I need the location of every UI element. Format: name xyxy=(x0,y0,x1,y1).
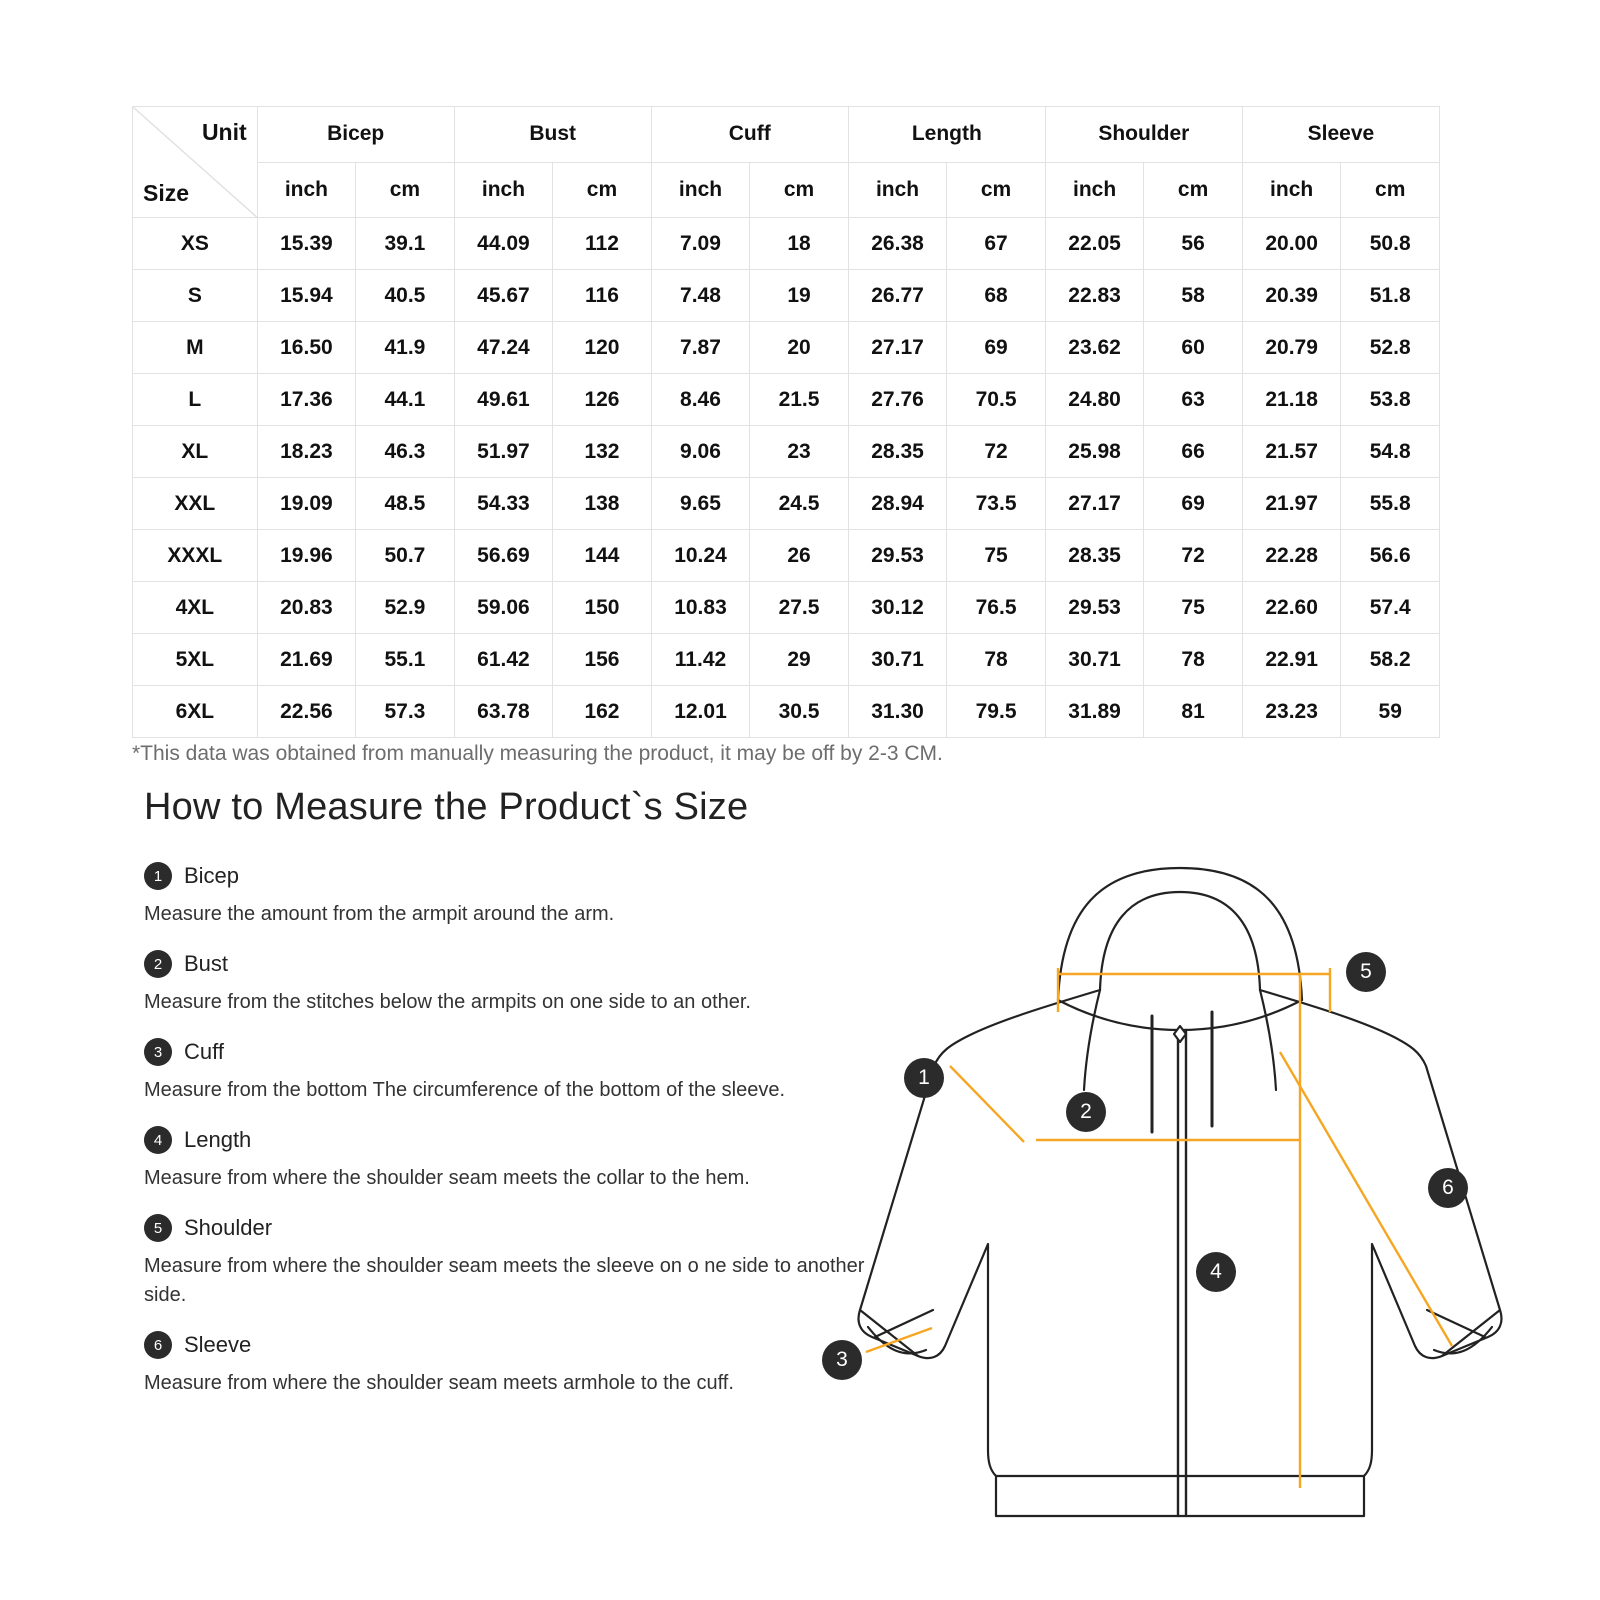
table-cell: 50.8 xyxy=(1341,218,1440,270)
table-cell: 44.09 xyxy=(454,218,553,270)
table-cell: 20.39 xyxy=(1242,270,1341,322)
table-cell: 120 xyxy=(553,322,652,374)
table-row xyxy=(133,582,1440,634)
table-cell: 10.83 xyxy=(651,582,750,634)
table-row xyxy=(133,530,1440,582)
table-cell: 10.24 xyxy=(651,530,750,582)
table-cell: 18.23 xyxy=(257,426,356,478)
table-cell: 61.42 xyxy=(454,634,553,686)
table-row xyxy=(133,686,1440,738)
step-description: Measure the amount from the armpit around the arm. xyxy=(144,903,615,925)
table-cell: 58.2 xyxy=(1341,634,1440,686)
step-number-badge: 3 xyxy=(144,1038,172,1066)
table-cell: 55.1 xyxy=(356,634,455,686)
unit-header: cm xyxy=(356,162,455,218)
table-header-units xyxy=(133,162,1440,218)
row-size-label: XXXL xyxy=(133,530,258,582)
table-cell: 75 xyxy=(1144,582,1243,634)
table-cell: 20 xyxy=(750,322,849,374)
row-size-label: 5XL xyxy=(133,634,258,686)
table-unit-label: Unit xyxy=(201,119,247,145)
table-cell: 20.79 xyxy=(1242,322,1341,374)
table-row xyxy=(133,634,1440,686)
table-cell: 22.05 xyxy=(1045,218,1144,270)
callout-cuff: 3 xyxy=(822,1340,862,1380)
column-group-length: Length xyxy=(848,107,1045,163)
table-cell: 126 xyxy=(553,374,652,426)
table-cell: 112 xyxy=(553,218,652,270)
table-cell: 30.12 xyxy=(848,582,947,634)
table-cell: 40.5 xyxy=(356,270,455,322)
table-cell: 150 xyxy=(553,582,652,634)
table-cell: 29 xyxy=(750,634,849,686)
row-size-label: S xyxy=(133,270,258,322)
table-cell: 11.42 xyxy=(651,634,750,686)
measurement-steps-list xyxy=(144,862,884,1419)
table-cell: 54.8 xyxy=(1341,426,1440,478)
table-cell: 57.3 xyxy=(356,686,455,738)
table-cell: 70.5 xyxy=(947,374,1046,426)
column-group-sleeve: Sleeve xyxy=(1242,107,1439,163)
table-cell: 41.9 xyxy=(356,322,455,374)
table-cell: 79.5 xyxy=(947,686,1046,738)
table-cell: 66 xyxy=(1144,426,1243,478)
table-cell: 72 xyxy=(947,426,1046,478)
table-cell: 55.8 xyxy=(1341,478,1440,530)
step-number-badge: 6 xyxy=(144,1331,172,1359)
table-cell: 30.5 xyxy=(750,686,849,738)
table-cell: 54.33 xyxy=(454,478,553,530)
step-title: Shoulder xyxy=(184,1215,273,1240)
unit-header: inch xyxy=(257,162,356,218)
row-size-label: 4XL xyxy=(133,582,258,634)
table-size-label: Size xyxy=(143,180,190,206)
table-cell: 27.17 xyxy=(848,322,947,374)
step-number-badge: 1 xyxy=(144,862,172,890)
table-cell: 116 xyxy=(553,270,652,322)
unit-header: inch xyxy=(651,162,750,218)
measurement-disclaimer-note: *This data was obtained from manually measuring the product, it may be off by 2-3 CM. xyxy=(132,742,943,765)
column-group-shoulder: Shoulder xyxy=(1045,107,1242,163)
step-number-badge: 2 xyxy=(144,950,172,978)
row-size-label: L xyxy=(133,374,258,426)
column-group-bust: Bust xyxy=(454,107,651,163)
unit-header: cm xyxy=(553,162,652,218)
table-cell: 162 xyxy=(553,686,652,738)
table-cell: 31.30 xyxy=(848,686,947,738)
table-row xyxy=(133,374,1440,426)
list-item xyxy=(144,1331,884,1398)
table-cell: 28.35 xyxy=(848,426,947,478)
step-description: Measure from the bottom The circumference of the bottom of the sleeve. xyxy=(144,1079,786,1101)
table-cell: 30.71 xyxy=(1045,634,1144,686)
step-description: Measure from the stitches below the armpits on one side to an other. xyxy=(144,991,751,1013)
table-cell: 12.01 xyxy=(651,686,750,738)
unit-header: inch xyxy=(848,162,947,218)
table-cell: 19.09 xyxy=(257,478,356,530)
list-item xyxy=(144,950,884,1017)
table-cell: 49.61 xyxy=(454,374,553,426)
list-item xyxy=(144,1126,884,1193)
table-cell: 22.56 xyxy=(257,686,356,738)
table-cell: 25.98 xyxy=(1045,426,1144,478)
table-cell: 78 xyxy=(1144,634,1243,686)
table-cell: 60 xyxy=(1144,322,1243,374)
row-size-label: XS xyxy=(133,218,258,270)
table-cell: 24.5 xyxy=(750,478,849,530)
table-cell: 8.46 xyxy=(651,374,750,426)
table-cell: 21.5 xyxy=(750,374,849,426)
table-cell: 138 xyxy=(553,478,652,530)
step-number-badge: 5 xyxy=(144,1214,172,1242)
table-cell: 53.8 xyxy=(1341,374,1440,426)
table-cell: 23.62 xyxy=(1045,322,1144,374)
table-cell: 19.96 xyxy=(257,530,356,582)
table-cell: 59 xyxy=(1341,686,1440,738)
step-description: Measure from where the shoulder seam meets the collar to the hem. xyxy=(144,1167,750,1189)
table-cell: 28.94 xyxy=(848,478,947,530)
table-cell: 7.48 xyxy=(651,270,750,322)
unit-header: inch xyxy=(1242,162,1341,218)
table-cell: 15.94 xyxy=(257,270,356,322)
row-size-label: 6XL xyxy=(133,686,258,738)
step-description: Measure from where the shoulder seam meets the sleeve on o ne side to another side. xyxy=(144,1255,865,1306)
table-row xyxy=(133,322,1440,374)
table-cell: 9.06 xyxy=(651,426,750,478)
unit-header: inch xyxy=(1045,162,1144,218)
unit-header: cm xyxy=(1144,162,1243,218)
table-cell: 63.78 xyxy=(454,686,553,738)
size-chart-table-wrapper xyxy=(132,106,1440,738)
table-cell: 81 xyxy=(1144,686,1243,738)
table-row xyxy=(133,270,1440,322)
table-cell: 26.77 xyxy=(848,270,947,322)
unit-header: cm xyxy=(1341,162,1440,218)
table-cell: 28.35 xyxy=(1045,530,1144,582)
step-title: Bust xyxy=(184,951,229,976)
table-cell: 75 xyxy=(947,530,1046,582)
table-cell: 27.5 xyxy=(750,582,849,634)
table-cell: 29.53 xyxy=(1045,582,1144,634)
column-group-cuff: Cuff xyxy=(651,107,848,163)
step-description: Measure from where the shoulder seam meets armhole to the cuff. xyxy=(144,1372,734,1394)
table-cell: 56 xyxy=(1144,218,1243,270)
table-cell: 46.3 xyxy=(356,426,455,478)
table-cell: 24.80 xyxy=(1045,374,1144,426)
table-cell: 21.18 xyxy=(1242,374,1341,426)
table-cell: 156 xyxy=(553,634,652,686)
table-cell: 21.97 xyxy=(1242,478,1341,530)
callout-bicep: 1 xyxy=(904,1058,944,1098)
table-cell: 76.5 xyxy=(947,582,1046,634)
table-cell: 17.36 xyxy=(257,374,356,426)
table-cell: 21.57 xyxy=(1242,426,1341,478)
step-title: Bicep xyxy=(184,863,240,888)
table-cell: 23 xyxy=(750,426,849,478)
list-item xyxy=(144,862,884,929)
table-cell: 56.6 xyxy=(1341,530,1440,582)
row-size-label: XL xyxy=(133,426,258,478)
table-cell: 52.9 xyxy=(356,582,455,634)
callout-length: 4 xyxy=(1196,1252,1236,1292)
table-cell: 57.4 xyxy=(1341,582,1440,634)
table-cell: 144 xyxy=(553,530,652,582)
table-cell: 56.69 xyxy=(454,530,553,582)
table-cell: 67 xyxy=(947,218,1046,270)
table-cell: 44.1 xyxy=(356,374,455,426)
list-item xyxy=(144,1214,884,1310)
row-size-label: M xyxy=(133,322,258,374)
table-cell: 22.60 xyxy=(1242,582,1341,634)
table-cell: 58 xyxy=(1144,270,1243,322)
table-cell: 45.67 xyxy=(454,270,553,322)
unit-header: cm xyxy=(947,162,1046,218)
table-cell: 72 xyxy=(1144,530,1243,582)
unit-header: cm xyxy=(750,162,849,218)
table-cell: 7.87 xyxy=(651,322,750,374)
table-row xyxy=(133,478,1440,530)
size-chart-table xyxy=(132,106,1440,738)
table-cell: 51.8 xyxy=(1341,270,1440,322)
table-cell: 73.5 xyxy=(947,478,1046,530)
table-cell: 27.17 xyxy=(1045,478,1144,530)
table-corner-cell xyxy=(133,107,258,218)
list-item xyxy=(144,1038,884,1105)
callout-sleeve: 6 xyxy=(1428,1168,1468,1208)
table-cell: 52.8 xyxy=(1341,322,1440,374)
table-cell: 29.53 xyxy=(848,530,947,582)
table-row xyxy=(133,218,1440,270)
table-cell: 22.91 xyxy=(1242,634,1341,686)
table-cell: 7.09 xyxy=(651,218,750,270)
table-cell: 30.71 xyxy=(848,634,947,686)
table-cell: 50.7 xyxy=(356,530,455,582)
table-cell: 48.5 xyxy=(356,478,455,530)
callout-bust: 2 xyxy=(1066,1092,1106,1132)
table-cell: 15.39 xyxy=(257,218,356,270)
table-cell: 39.1 xyxy=(356,218,455,270)
page-title: How to Measure the Product`s Size xyxy=(144,786,749,828)
table-cell: 27.76 xyxy=(848,374,947,426)
column-group-bicep: Bicep xyxy=(257,107,454,163)
hoodie-measurement-diagram xyxy=(800,840,1560,1560)
table-cell: 31.89 xyxy=(1045,686,1144,738)
step-title: Length xyxy=(184,1127,252,1152)
table-cell: 69 xyxy=(947,322,1046,374)
table-cell: 132 xyxy=(553,426,652,478)
table-cell: 47.24 xyxy=(454,322,553,374)
table-cell: 68 xyxy=(947,270,1046,322)
table-cell: 51.97 xyxy=(454,426,553,478)
table-cell: 63 xyxy=(1144,374,1243,426)
table-cell: 20.00 xyxy=(1242,218,1341,270)
table-cell: 78 xyxy=(947,634,1046,686)
table-cell: 20.83 xyxy=(257,582,356,634)
table-cell: 59.06 xyxy=(454,582,553,634)
table-cell: 21.69 xyxy=(257,634,356,686)
step-title: Cuff xyxy=(184,1039,224,1064)
row-size-label: XXL xyxy=(133,478,258,530)
table-row xyxy=(133,426,1440,478)
step-title: Sleeve xyxy=(184,1332,252,1357)
table-cell: 26 xyxy=(750,530,849,582)
table-cell: 18 xyxy=(750,218,849,270)
table-cell: 22.28 xyxy=(1242,530,1341,582)
table-cell: 9.65 xyxy=(651,478,750,530)
table-cell: 69 xyxy=(1144,478,1243,530)
step-number-badge: 4 xyxy=(144,1126,172,1154)
callout-shoulder: 5 xyxy=(1346,952,1386,992)
table-cell: 22.83 xyxy=(1045,270,1144,322)
table-cell: 19 xyxy=(750,270,849,322)
table-cell: 23.23 xyxy=(1242,686,1341,738)
unit-header: inch xyxy=(454,162,553,218)
table-header-groups xyxy=(133,107,1440,163)
table-cell: 26.38 xyxy=(848,218,947,270)
table-cell: 16.50 xyxy=(257,322,356,374)
